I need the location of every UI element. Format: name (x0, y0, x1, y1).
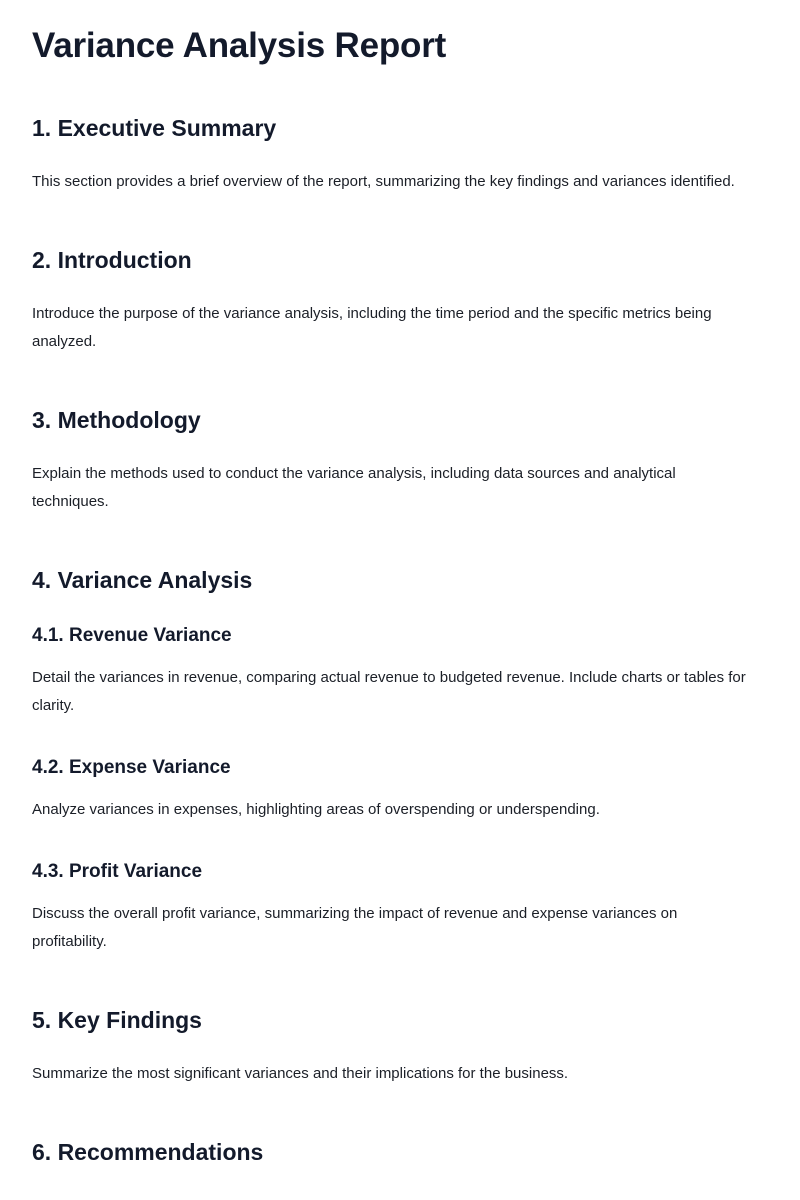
heading-executive-summary: 1. Executive Summary (32, 115, 277, 141)
heading-introduction: 2. Introduction (32, 247, 192, 273)
heading-expense-variance: 4.2. Expense Variance (32, 757, 231, 778)
paragraph-profit-variance: Discuss the overall profit variance, summarizing the impact of revenue and expense variances on profitability. (32, 905, 678, 950)
report-title: Variance Analysis Report (32, 26, 447, 65)
heading-recommendations: 6. Recommendations (32, 1139, 264, 1165)
paragraph-executive-summary: This section provides a brief overview of the report, summarizing the key findings and variances identified. (32, 173, 735, 190)
paragraph-key-findings: Summarize the most significant variances and their implications for the business. (32, 1065, 569, 1082)
paragraph-introduction: Introduce the purpose of the variance analysis, including the time period and the specific metrics being analyzed. (32, 305, 712, 350)
heading-variance-analysis: 4. Variance Analysis (32, 567, 253, 593)
heading-key-findings: 5. Key Findings (32, 1007, 202, 1033)
paragraph-methodology: Explain the methods used to conduct the variance analysis, including data sources and analytical techniques. (32, 465, 676, 510)
heading-methodology: 3. Methodology (32, 407, 201, 433)
heading-profit-variance: 4.3. Profit Variance (32, 861, 203, 882)
heading-revenue-variance: 4.1. Revenue Variance (32, 625, 232, 646)
paragraph-expense-variance: Analyze variances in expenses, highlighting areas of overspending or underspending. (32, 801, 600, 818)
paragraph-revenue-variance: Detail the variances in revenue, comparing actual revenue to budgeted revenue. Include charts or tables for clarity. (32, 669, 746, 714)
